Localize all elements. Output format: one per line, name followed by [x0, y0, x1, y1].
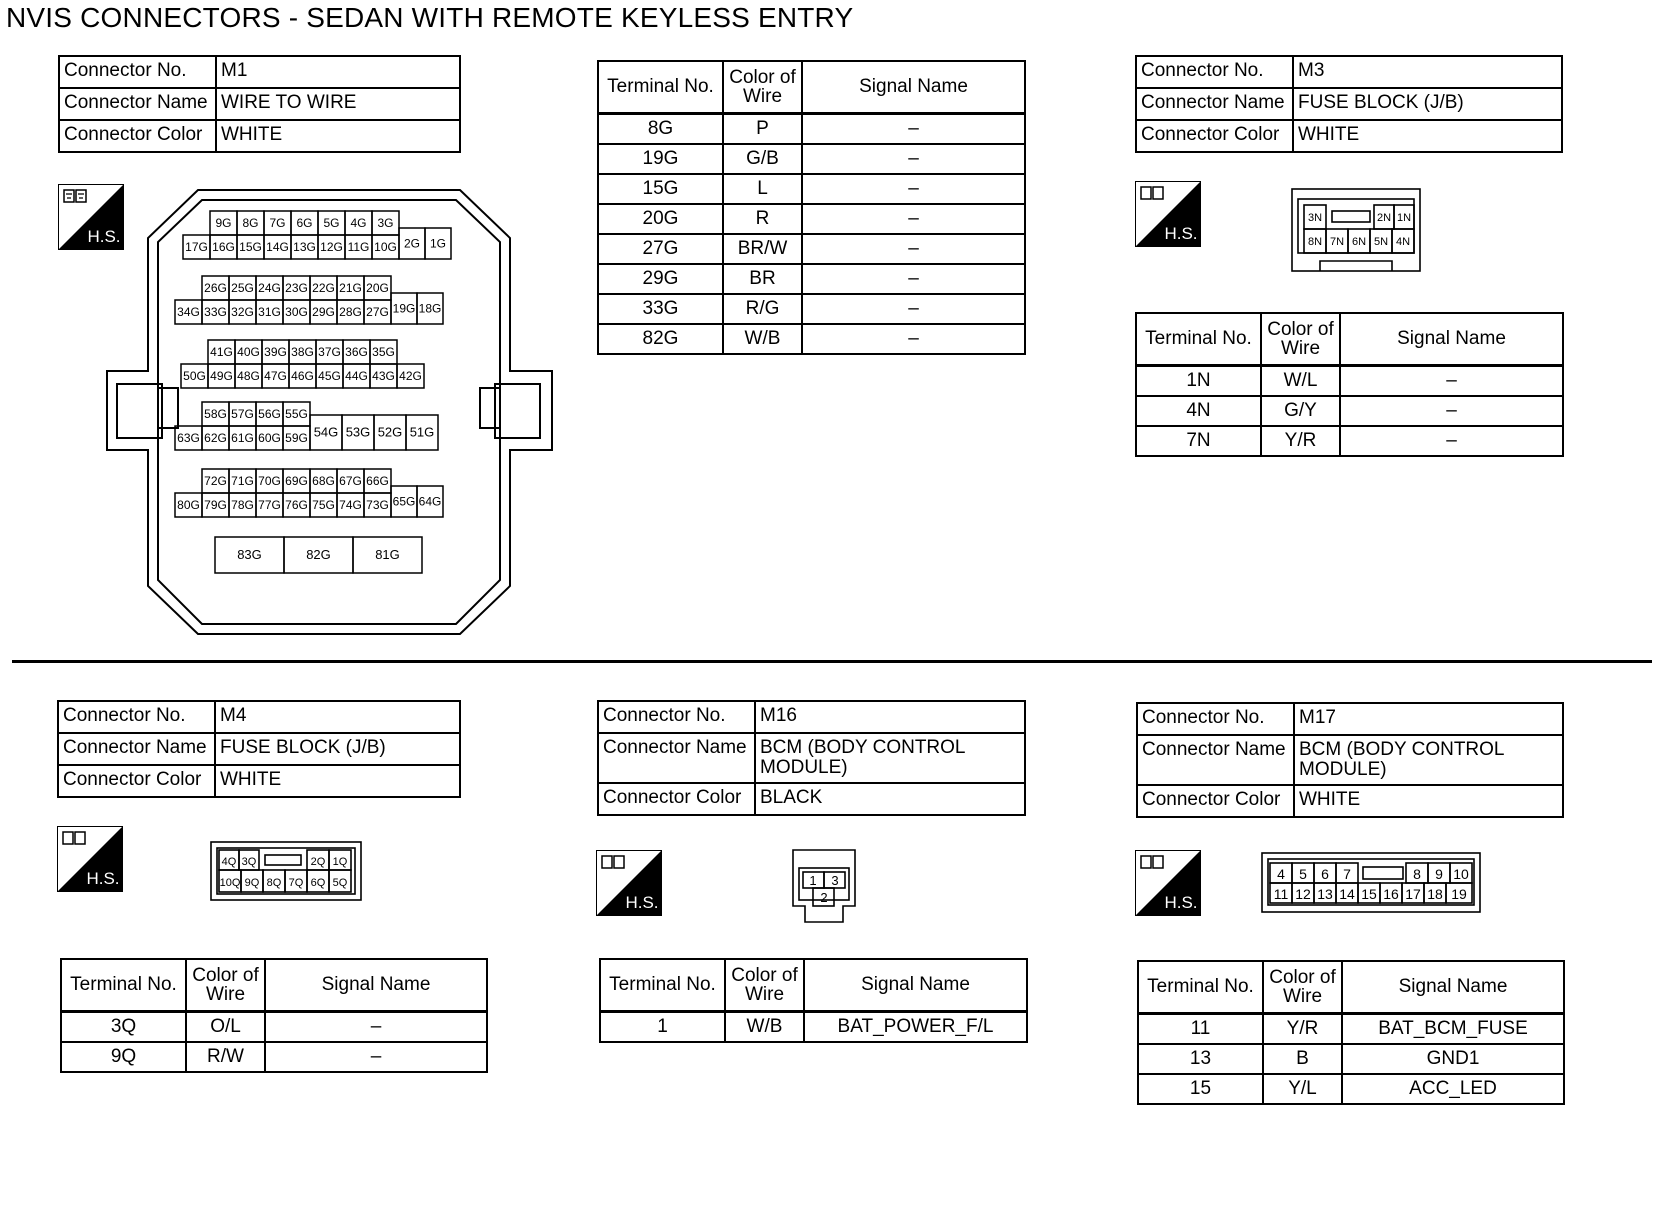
- terminal-row: [61, 1012, 487, 1043]
- wire-color-cell: R/G: [723, 294, 802, 324]
- m1-pin-label: 69G: [285, 474, 308, 488]
- header-terminal-no: Terminal No.: [600, 959, 725, 1012]
- m1-terminal-table: [597, 60, 1026, 355]
- terminal-row: [61, 1042, 487, 1072]
- wire-color-cell: P: [723, 114, 802, 145]
- label-connector-color: Connector Color: [59, 120, 216, 152]
- m1-pin-label: 55G: [285, 407, 308, 421]
- m3-connector-name: FUSE BLOCK (J/B): [1293, 88, 1562, 120]
- m17-pin: 19: [1451, 886, 1467, 902]
- wire-color-cell: R/W: [186, 1042, 265, 1072]
- m17-pin: 5: [1299, 866, 1307, 882]
- terminal-no-cell: 29G: [598, 264, 723, 294]
- m16-connector-name: BCM (BODY CONTROL MODULE): [755, 733, 1025, 783]
- m4-pin: 10Q: [219, 877, 241, 889]
- m1-pin-label: 44G: [345, 369, 368, 383]
- m4-connector-no: M4: [215, 701, 460, 733]
- m3-pin: 7N: [1329, 236, 1345, 248]
- m1-pin-label: 83G: [237, 547, 262, 562]
- m1-pin-label: 14G: [266, 240, 289, 254]
- m3-connector-color: WHITE: [1293, 120, 1562, 152]
- m1-pin-label: 63G: [177, 431, 200, 445]
- m1-pin-label: 11G: [347, 240, 370, 254]
- m1-pin-label: 53G: [345, 424, 371, 440]
- label-connector-no: Connector No.: [1136, 56, 1293, 88]
- m16-terminal-table: [599, 958, 1028, 1043]
- m1-pin-label: 51G: [409, 424, 435, 440]
- terminal-row: [600, 1012, 1027, 1043]
- m17-pin: 17: [1405, 886, 1421, 902]
- header-color-of-wire: Color of Wire: [186, 959, 265, 1012]
- signal-name-cell: –: [802, 234, 1025, 264]
- m1-pin-label: 79G: [204, 498, 227, 512]
- header-signal-name: Signal Name: [804, 959, 1027, 1012]
- terminal-row: [598, 174, 1025, 204]
- m1-pin-label: 43G: [372, 369, 395, 383]
- wire-color-cell: BR: [723, 264, 802, 294]
- m1-pin-label: 36G: [345, 345, 368, 359]
- m1-pin-label: 49G: [210, 369, 233, 383]
- m16-pin: 1: [809, 873, 817, 888]
- m16-connector-no: M16: [755, 701, 1025, 733]
- m17-pin: 13: [1317, 886, 1333, 902]
- m1-pin-label: 10G: [374, 240, 397, 254]
- m1-pin-label: 18G: [418, 301, 442, 316]
- terminal-row: [1138, 1014, 1564, 1045]
- m1-pin-label: 33G: [204, 305, 227, 319]
- m1-pin-label: 68G: [312, 474, 335, 488]
- terminal-no-cell: 19G: [598, 144, 723, 174]
- terminal-no-cell: 4N: [1136, 396, 1261, 426]
- m4-pin: 6Q: [310, 877, 326, 889]
- m17-connector-no: M17: [1294, 703, 1563, 735]
- terminal-row: [1138, 1044, 1564, 1074]
- m4-terminal-table: [60, 958, 488, 1073]
- terminal-no-cell: 20G: [598, 204, 723, 234]
- m1-pin-label: 65G: [392, 494, 416, 509]
- m3-pin: 8N: [1307, 236, 1323, 248]
- m1-pin-label: 20G: [366, 281, 389, 295]
- terminal-row: [598, 264, 1025, 294]
- signal-name-cell: –: [1340, 366, 1563, 397]
- label-connector-no: Connector No.: [598, 701, 755, 733]
- m17-info-table: [1136, 702, 1564, 818]
- m17-terminal-table: [1137, 960, 1565, 1105]
- terminal-row: [598, 234, 1025, 264]
- m1-pin-label: 64G: [418, 494, 442, 509]
- m4-pin: 4Q: [221, 856, 237, 868]
- m1-pin-label: 67G: [339, 474, 362, 488]
- m1-pin-label: 17G: [185, 240, 208, 254]
- wire-color-cell: B: [1263, 1044, 1342, 1074]
- m1-pin-label: 74G: [339, 498, 362, 512]
- m1-pin-label: 50G: [183, 369, 206, 383]
- m1-pin-label: 52G: [377, 424, 403, 440]
- header-color-of-wire: Color of Wire: [1261, 313, 1340, 366]
- signal-name-cell: –: [802, 264, 1025, 294]
- m1-pin-label: 54G: [313, 424, 339, 440]
- label-connector-name: Connector Name: [59, 88, 216, 120]
- m4-info-table: [57, 700, 461, 798]
- m1-pin-label: 38G: [291, 345, 314, 359]
- m3-pin: 3N: [1307, 212, 1323, 224]
- m1-pin-label: 40G: [237, 345, 260, 359]
- wire-color-cell: W/B: [725, 1012, 804, 1043]
- wire-color-cell: Y/L: [1263, 1074, 1342, 1104]
- terminal-row: [598, 204, 1025, 234]
- m1-pin-label: 21G: [339, 281, 362, 295]
- m1-pin-label: 19G: [392, 301, 416, 316]
- terminal-no-cell: 33G: [598, 294, 723, 324]
- m1-connector-face: [105, 188, 555, 636]
- header-terminal-no: Terminal No.: [1138, 961, 1263, 1014]
- wire-color-cell: G/Y: [1261, 396, 1340, 426]
- hs-label: H.S.: [1164, 224, 1198, 243]
- m1-pin-label: 78G: [231, 498, 254, 512]
- m1-pin-label: 46G: [291, 369, 314, 383]
- terminal-no-cell: 82G: [598, 324, 723, 354]
- header-signal-name: Signal Name: [265, 959, 487, 1012]
- m1-pin-label: 41G: [210, 345, 233, 359]
- m4-pin: 8Q: [266, 877, 282, 889]
- m17-pin: 9: [1435, 866, 1443, 882]
- m1-pin-label: 7G: [269, 216, 286, 230]
- label-connector-name: Connector Name: [58, 733, 215, 765]
- m1-pin-label: 82G: [306, 547, 331, 562]
- m1-pin-label: 47G: [264, 369, 287, 383]
- label-connector-no: Connector No.: [58, 701, 215, 733]
- terminal-no-cell: 15G: [598, 174, 723, 204]
- terminal-no-cell: 1N: [1136, 366, 1261, 397]
- m1-pin-label: 13G: [293, 240, 316, 254]
- label-connector-name: Connector Name: [1137, 735, 1294, 785]
- wire-color-cell: BR/W: [723, 234, 802, 264]
- m16-connector-face: [791, 848, 857, 924]
- signal-name-cell: –: [265, 1012, 487, 1043]
- m3-connector-no: M3: [1293, 56, 1562, 88]
- m1-connector-name: WIRE TO WIRE: [216, 88, 460, 120]
- m1-pin-label: 59G: [285, 431, 308, 445]
- m1-pin-label: 70G: [258, 474, 281, 488]
- terminal-no-cell: 3Q: [61, 1012, 186, 1043]
- label-connector-color: Connector Color: [1137, 785, 1294, 817]
- m1-pin-label: 58G: [204, 407, 227, 421]
- wire-color-cell: W/L: [1261, 366, 1340, 397]
- m1-pin-label: 32G: [231, 305, 254, 319]
- m1-pin-label: 37G: [318, 345, 341, 359]
- m3-connector-face: [1290, 187, 1422, 273]
- m1-pin-label: 25G: [231, 281, 254, 295]
- m4-pin: 5Q: [332, 877, 348, 889]
- terminal-no-cell: 15: [1138, 1074, 1263, 1104]
- signal-name-cell: BAT_BCM_FUSE: [1342, 1014, 1564, 1045]
- m1-pin-label: 56G: [258, 407, 281, 421]
- m1-pin-label: 3G: [377, 216, 394, 230]
- m1-pin-label: 6G: [296, 216, 313, 230]
- m4-connector-color: WHITE: [215, 765, 460, 797]
- m17-pin: 12: [1295, 886, 1311, 902]
- terminal-no-cell: 13: [1138, 1044, 1263, 1074]
- m1-pin-label: 48G: [237, 369, 260, 383]
- m1-pin-label: 30G: [285, 305, 308, 319]
- header-terminal-no: Terminal No.: [1136, 313, 1261, 366]
- m17-connector-color: WHITE: [1294, 785, 1563, 817]
- m1-pin-label: 76G: [285, 498, 308, 512]
- signal-name-cell: –: [802, 144, 1025, 174]
- header-signal-name: Signal Name: [802, 61, 1025, 114]
- m4-pin: 3Q: [241, 856, 257, 868]
- header-signal-name: Signal Name: [1342, 961, 1564, 1014]
- hs-connector-icon: [57, 826, 123, 892]
- hs-connector-icon: [1135, 850, 1201, 916]
- signal-name-cell: –: [802, 204, 1025, 234]
- terminal-no-cell: 1: [600, 1012, 725, 1043]
- m1-pin-label: 23G: [285, 281, 308, 295]
- m1-pin-label: 5G: [323, 216, 340, 230]
- m3-pin: 2N: [1376, 212, 1392, 224]
- signal-name-cell: –: [1340, 426, 1563, 456]
- m17-pin: 7: [1343, 866, 1351, 882]
- page-title: NVIS CONNECTORS - SEDAN WITH REMOTE KEYLESS ENTRY: [6, 2, 854, 33]
- m1-pin-label: 81G: [375, 547, 400, 562]
- m1-pin-label: 39G: [264, 345, 287, 359]
- label-connector-color: Connector Color: [1136, 120, 1293, 152]
- m17-pin: 15: [1361, 886, 1377, 902]
- signal-name-cell: BAT_POWER_F/L: [804, 1012, 1027, 1043]
- m17-connector-face: [1260, 851, 1482, 914]
- terminal-row: [598, 144, 1025, 174]
- m1-pin-label: 57G: [231, 407, 254, 421]
- m17-connector-name: BCM (BODY CONTROL MODULE): [1294, 735, 1563, 785]
- hs-connector-icon: [1135, 181, 1201, 247]
- m1-pin-label: 73G: [366, 498, 389, 512]
- m1-pin-label: 4G: [350, 216, 367, 230]
- m17-pin: 11: [1273, 886, 1289, 902]
- terminal-row: [1138, 1074, 1564, 1104]
- m4-pin: 9Q: [244, 877, 260, 889]
- m16-connector-color: BLACK: [755, 783, 1025, 815]
- m4-pin: 2Q: [310, 856, 326, 868]
- hs-label: H.S.: [1164, 893, 1198, 912]
- m1-pin-label: 42G: [399, 369, 422, 383]
- label-connector-name: Connector Name: [598, 733, 755, 783]
- m1-connector-no: M1: [216, 56, 460, 88]
- label-connector-no: Connector No.: [1137, 703, 1294, 735]
- terminal-row: [1136, 366, 1563, 397]
- m1-pin-label: 29G: [312, 305, 335, 319]
- m1-info-table: [58, 55, 461, 153]
- header-color-of-wire: Color of Wire: [723, 61, 802, 114]
- m1-pin-label: 66G: [366, 474, 389, 488]
- wire-color-cell: G/B: [723, 144, 802, 174]
- terminal-no-cell: 9Q: [61, 1042, 186, 1072]
- m17-pin: 8: [1413, 866, 1421, 882]
- m3-pin: 1N: [1396, 212, 1412, 224]
- signal-name-cell: –: [802, 174, 1025, 204]
- header-color-of-wire: Color of Wire: [725, 959, 804, 1012]
- signal-name-cell: –: [802, 294, 1025, 324]
- m1-pin-label: 26G: [204, 281, 227, 295]
- m3-pin: 4N: [1395, 236, 1411, 248]
- m1-pin-label: 75G: [312, 498, 335, 512]
- hs-label: H.S.: [625, 893, 659, 912]
- m1-pin-label: 71G: [231, 474, 254, 488]
- terminal-no-cell: 7N: [1136, 426, 1261, 456]
- signal-name-cell: –: [802, 324, 1025, 354]
- wire-color-cell: L: [723, 174, 802, 204]
- terminal-row: [598, 114, 1025, 145]
- m17-pin: 14: [1339, 886, 1355, 902]
- m16-pin: 2: [820, 890, 828, 905]
- terminal-row: [598, 294, 1025, 324]
- m17-pin: 6: [1321, 866, 1329, 882]
- m1-pin-label: 34G: [177, 305, 200, 319]
- m3-pin: 6N: [1351, 236, 1367, 248]
- m3-terminal-table: [1135, 312, 1564, 457]
- m1-pin-label: 61G: [231, 431, 254, 445]
- header-terminal-no: Terminal No.: [61, 959, 186, 1012]
- m16-pin: 3: [831, 873, 839, 888]
- m1-pin-label: 28G: [339, 305, 362, 319]
- wire-color-cell: W/B: [723, 324, 802, 354]
- m1-pin-label: 80G: [177, 498, 200, 512]
- m1-pin-label: 24G: [258, 281, 281, 295]
- m3-info-table: [1135, 55, 1563, 153]
- m1-pin-label: 22G: [312, 281, 335, 295]
- label-connector-name: Connector Name: [1136, 88, 1293, 120]
- m1-pin-label: 12G: [320, 240, 343, 254]
- m1-pin-label: 15G: [239, 240, 262, 254]
- m1-pin-label: 27G: [366, 305, 389, 319]
- hs-label: H.S.: [86, 869, 120, 888]
- m4-pin: 7Q: [288, 877, 304, 889]
- signal-name-cell: GND1: [1342, 1044, 1564, 1074]
- section-divider: [12, 660, 1652, 663]
- m17-pin: 10: [1453, 866, 1469, 882]
- m16-info-table: [597, 700, 1026, 816]
- terminal-no-cell: 8G: [598, 114, 723, 145]
- m17-pin: 18: [1427, 886, 1443, 902]
- header-terminal-no: Terminal No.: [598, 61, 723, 114]
- m1-pin-label: 45G: [318, 369, 341, 383]
- m17-pin: 16: [1383, 886, 1399, 902]
- wire-color-cell: O/L: [186, 1012, 265, 1043]
- terminal-row: [1136, 426, 1563, 456]
- m1-pin-label: 9G: [215, 216, 232, 230]
- m1-pin-label: 60G: [258, 431, 281, 445]
- label-connector-color: Connector Color: [598, 783, 755, 815]
- m4-connector-face: [209, 840, 363, 902]
- terminal-no-cell: 11: [1138, 1014, 1263, 1045]
- m1-pin-label: 2G: [403, 236, 421, 251]
- m3-pin: 5N: [1373, 236, 1389, 248]
- m1-pin-label: 62G: [204, 431, 227, 445]
- label-connector-no: Connector No.: [59, 56, 216, 88]
- m17-pin: 4: [1277, 866, 1285, 882]
- m4-pin: 1Q: [332, 856, 348, 868]
- m1-pin-label: 31G: [258, 305, 281, 319]
- terminal-no-cell: 27G: [598, 234, 723, 264]
- hs-connector-icon: [596, 850, 662, 916]
- signal-name-cell: –: [265, 1042, 487, 1072]
- wire-color-cell: Y/R: [1261, 426, 1340, 456]
- hs-label: H.S.: [87, 227, 121, 246]
- signal-name-cell: –: [802, 114, 1025, 145]
- header-signal-name: Signal Name: [1340, 313, 1563, 366]
- header-color-of-wire: Color of Wire: [1263, 961, 1342, 1014]
- m1-pin-label: 77G: [258, 498, 281, 512]
- m1-pin-label: 72G: [204, 474, 227, 488]
- label-connector-color: Connector Color: [58, 765, 215, 797]
- signal-name-cell: ACC_LED: [1342, 1074, 1564, 1104]
- signal-name-cell: –: [1340, 396, 1563, 426]
- terminal-row: [1136, 396, 1563, 426]
- m4-connector-name: FUSE BLOCK (J/B): [215, 733, 460, 765]
- wire-color-cell: Y/R: [1263, 1014, 1342, 1045]
- m1-pin-label: 1G: [429, 236, 447, 251]
- terminal-row: [598, 324, 1025, 354]
- m1-connector-color: WHITE: [216, 120, 460, 152]
- m1-pin-label: 16G: [212, 240, 235, 254]
- wire-color-cell: R: [723, 204, 802, 234]
- m1-pin-label: 8G: [242, 216, 259, 230]
- m1-pin-label: 35G: [372, 345, 395, 359]
